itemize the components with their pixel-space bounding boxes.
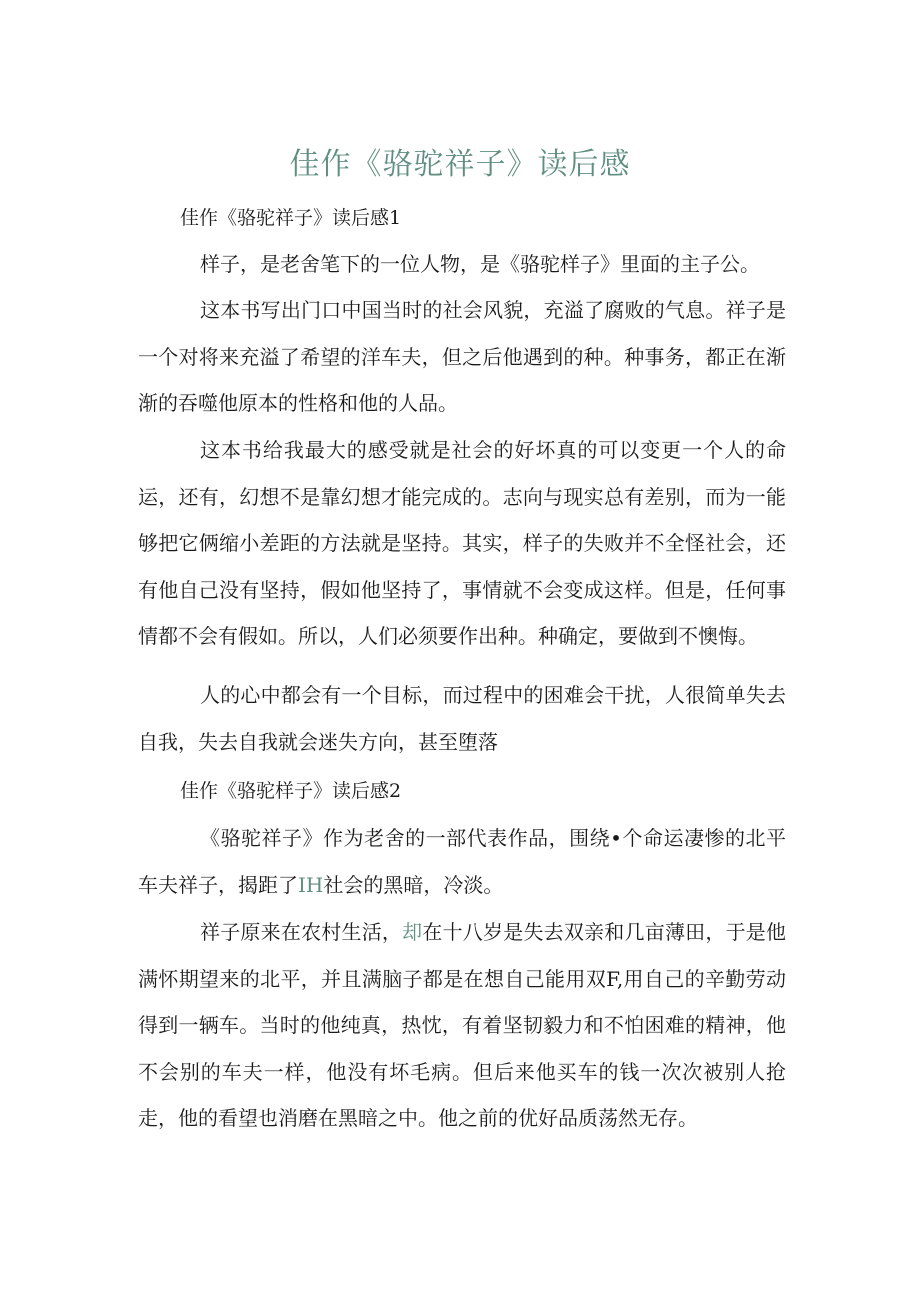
- document-title: 佳作《骆驼祥子》读后感: [289, 147, 631, 182]
- paragraph-2-2: [138, 909, 786, 1142]
- paragraph-2-1-text-b: 社会的黑暗，冷淡。: [323, 872, 504, 897]
- paragraph-2-2-text-b: 在十八岁是失去双亲和几亩薄田，于是他满怀期望来的北平，并且满脑子都是在想自己能用双F,用自己的辛勤劳动得到一辆车。当时的他纯真，热忱，有着坚韧毅力和不怕困难的精神，他不会别的车夫一样，他没有坏毛病。但后来他买车的钱一次次被别人抢走，他的看望也消磨在黑暗之中。他之前的优好品质荡然无存。: [138, 920, 787, 1130]
- paragraph-2-2-highlight: 却: [402, 920, 423, 944]
- paragraph-2-1-text-a: 《骆驼祥子》作为老舍的一部代表作品，围绕•个命运凄惨的北平车夫祥子，揭距了: [138, 826, 786, 897]
- paragraph-1-2: 这本书写出门口中国当时的社会风貌，充溢了腐败的气息。祥子是一个对将来充溢了希望的洋车夫，但之后他遇到的种。种事务，都正在渐渐的吞噬他原本的性格和他的人品。: [138, 298, 786, 415]
- paragraph-1-1: 样子，是老舍笔下的一位人物，是《骆驼样子》里面的主子公。: [200, 252, 760, 276]
- paragraph-2-1-highlight: IH: [298, 872, 324, 897]
- paragraph-1-4: 人的心中都会有一个目标，而过程中的困难会干扰，人很简单失去自我，失去自我就会迷失方向，甚至堕落: [138, 683, 786, 754]
- section-heading-1: 佳作《骆驼祥子》读后感1: [180, 207, 402, 229]
- section-heading-2: 佳作《骆驼样子》读后感2: [180, 780, 402, 802]
- paragraph-2-1: [138, 815, 786, 908]
- paragraph-2-2-text-a: 祥子原来在农村生活，: [200, 920, 403, 944]
- paragraph-1-3: 这本书给我最大的感受就是社会的好坏真的可以变更一个人的命运，还有，幻想不是靠幻想才能完成的。志向与现实总有差别，而为一能够把它俩缩小差距的方法就是坚持。其实，样子的失败并不全怪社会，还有他自己没有坚持，假如他坚持了，事情就不会变成这样。但是，任何事情都不会有假如。所以，人们必须要作出种。种确定，要做到不懊悔。: [138, 438, 786, 648]
